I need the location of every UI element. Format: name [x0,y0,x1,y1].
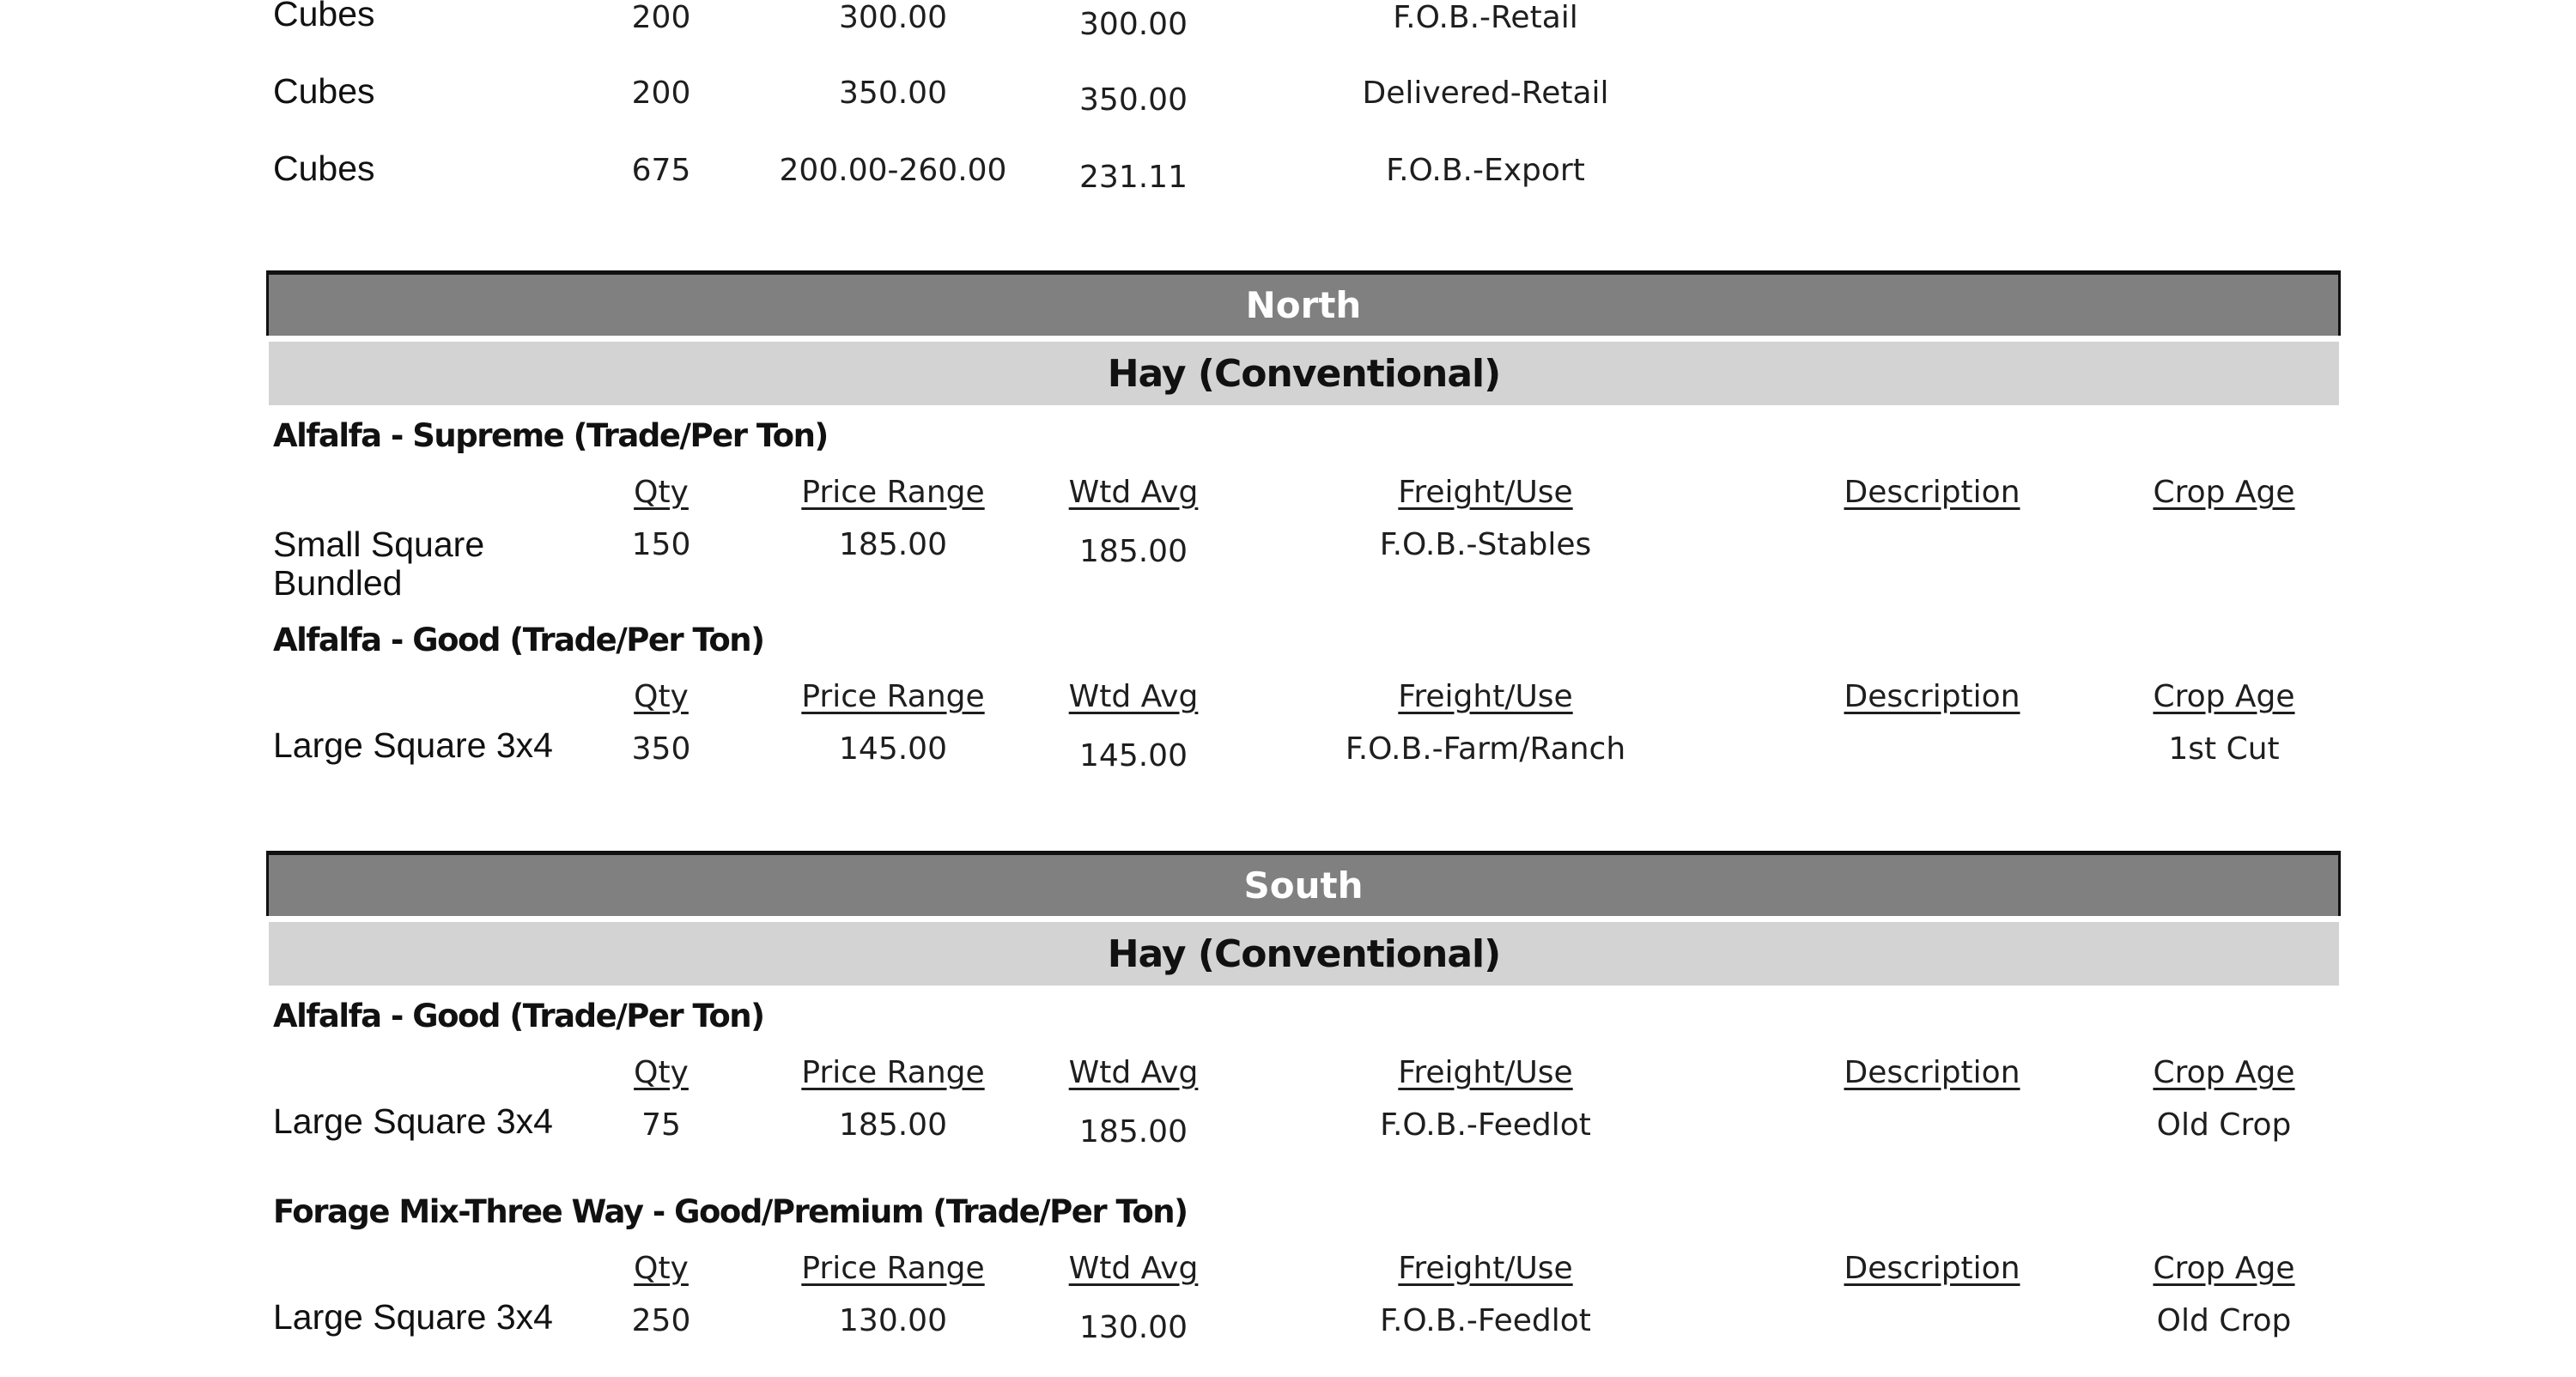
crop-age-value: Old Crop [2156,1303,2292,1338]
col-header-price-range: Price Range [801,1251,985,1286]
col-header-freight-use: Freight/Use [1398,679,1573,714]
col-header-freight-use: Freight/Use [1398,1251,1573,1286]
crop-age-value: 1st Cut [2168,731,2280,767]
col-header-crop-age: Crop Age [2153,679,2295,714]
product-name-line1: Small Square [273,525,485,564]
freight-use-value: F.O.B.-Export [1386,153,1585,188]
qty-value: 675 [631,153,691,188]
category-title: Alfalfa - Good (Trade/Per Ton) [273,998,764,1034]
section-header-hay-conventional: Hay (Conventional) [269,342,2339,405]
col-header-price-range: Price Range [801,1055,985,1090]
col-header-price-range: Price Range [801,475,985,510]
col-header-freight-use: Freight/Use [1398,475,1573,510]
product-name-line2: Bundled [273,563,403,603]
qty-value: 200 [631,0,691,35]
price-range-value: 145.00 [839,731,947,767]
wtd-avg-value: 130.00 [1079,1310,1188,1345]
col-header-qty: Qty [634,475,689,510]
qty-value: 75 [641,1107,681,1143]
product-name: Large Square 3x4 [273,1101,553,1141]
price-range-value: 185.00 [839,1107,947,1143]
freight-use-value: F.O.B.-Farm/Ranch [1345,731,1626,767]
qty-value: 250 [631,1303,691,1338]
qty-value: 200 [631,76,691,111]
freight-use-value: F.O.B.-Retail [1393,0,1578,35]
freight-use-value: F.O.B.-Feedlot [1380,1303,1591,1338]
product-name: Cubes [273,0,375,33]
col-header-description: Description [1844,1251,2020,1286]
product-name: Large Square 3x4 [273,725,553,765]
col-header-description: Description [1844,475,2020,510]
col-header-crop-age: Crop Age [2153,1251,2295,1286]
col-header-wtd-avg: Wtd Avg [1068,1055,1199,1090]
product-name [273,525,484,603]
freight-use-value: F.O.B.-Stables [1379,527,1592,562]
col-header-crop-age: Crop Age [2153,1055,2295,1090]
col-header-qty: Qty [634,1251,689,1286]
wtd-avg-value: 185.00 [1079,534,1188,569]
qty-value: 150 [631,527,691,562]
wtd-avg-value: 231.11 [1079,160,1188,195]
col-header-crop-age: Crop Age [2153,475,2295,510]
product-name: Cubes [273,71,375,111]
wtd-avg-value: 350.00 [1079,82,1188,118]
freight-use-value: Delivered-Retail [1362,76,1609,111]
col-header-price-range: Price Range [801,679,985,714]
col-header-wtd-avg: Wtd Avg [1068,475,1199,510]
price-range-value: 130.00 [839,1303,947,1338]
wtd-avg-value: 185.00 [1079,1114,1188,1150]
col-header-qty: Qty [634,1055,689,1090]
wtd-avg-value: 145.00 [1079,738,1188,773]
price-range-value: 200.00-260.00 [779,153,1007,188]
freight-use-value: F.O.B.-Feedlot [1380,1107,1591,1143]
price-range-value: 350.00 [839,76,947,111]
col-header-description: Description [1844,679,2020,714]
col-header-qty: Qty [634,679,689,714]
product-name: Large Square 3x4 [273,1297,553,1337]
price-range-value: 185.00 [839,527,947,562]
region-header-north: North [266,270,2341,336]
qty-value: 350 [631,731,691,767]
product-name: Cubes [273,149,375,188]
col-header-description: Description [1844,1055,2020,1090]
category-title: Forage Mix-Three Way - Good/Premium (Trade/Per Ton) [273,1193,1188,1230]
section-header-hay-conventional: Hay (Conventional) [269,922,2339,986]
crop-age-value: Old Crop [2156,1107,2292,1143]
category-title: Alfalfa - Supreme (Trade/Per Ton) [273,417,828,454]
col-header-wtd-avg: Wtd Avg [1068,679,1199,714]
col-header-wtd-avg: Wtd Avg [1068,1251,1199,1286]
category-title: Alfalfa - Good (Trade/Per Ton) [273,622,764,658]
region-header-south: South [266,851,2341,916]
col-header-freight-use: Freight/Use [1398,1055,1573,1090]
price-range-value: 300.00 [839,0,947,35]
wtd-avg-value: 300.00 [1079,7,1188,42]
